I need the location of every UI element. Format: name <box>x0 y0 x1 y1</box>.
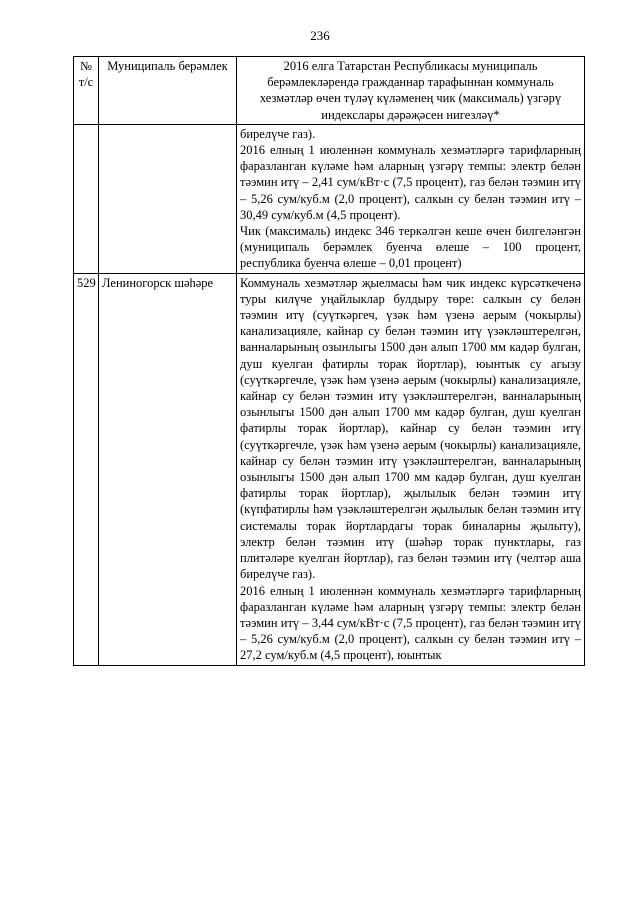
header-number: № т/с <box>74 57 99 125</box>
paragraph: 2016 елның 1 июленнән коммуналь хезмәтләргә тарифларның фаразланган күләме һәм аларның үзгәрү темпы: электр белән тәэмин итү – 3,44 сум/кВт·с (7,5 процент), газ белән тәэмин итү – 5,26 сум/куб.м (2,0 процент), салкын су белән тәэмин итү – 27,2 сум/куб.м (4,5 процент), юынтык <box>240 583 581 663</box>
paragraph: 2016 елның 1 июленнән коммуналь хезмәтләргә тарифларның фаразланган күләме һәм аларның үзгәрү темпы: электр белән тәэмин итү – 2,41 сум/кВт·с (7,5 процент), газ белән тәэмин итү – 5,26 сум/куб.м (2,0 процент), салкын су белән тәэмин итү – 30,49 сум/куб.м (4,5 процент). <box>240 143 581 222</box>
table-header-row <box>74 57 585 125</box>
header-description: 2016 елга Татарстан Республикасы муниципаль берәмлекләрендә гражданнар тарафыннан коммуналь хезмәтләр өчен түләү күләменең чик (максималь) үзгәрү индекслары дәрәҗәсен нигезләү* <box>237 57 585 125</box>
page-number: 236 <box>310 28 330 43</box>
row-description <box>237 124 585 273</box>
row-municipality <box>99 124 237 273</box>
row-number: 529 <box>74 273 99 665</box>
row-number <box>74 124 99 273</box>
row-municipality: Лениногорск шәһәре <box>99 273 237 665</box>
table-row <box>74 124 585 273</box>
row-description <box>237 273 585 665</box>
paragraph: бирелүче газ). <box>240 126 316 141</box>
tariff-index-table <box>73 56 585 666</box>
paragraph: Чик (максималь) индекс 346 теркәлгән кеше өчен билгеләнгән (муниципаль берәмлек буенча өлеше – 100 процент, республика буенча өлеше – 0,01 процент) <box>240 224 581 271</box>
table-row <box>74 273 585 665</box>
header-municipality: Муниципаль берәмлек <box>99 57 237 125</box>
paragraph: Коммуналь хезмәтләр җыелмасы һәм чик индекс күрсәткеченә туры килүче уңайлыклар булдыру төре: салкын су белән тәэмин итү (суүткәргеч, үзәк һәм үзенә аерым (чокырлы) канализацияле, кайнар су белән тәэмин итү үзәкләштерелгән, ванналарының озынлыгы 1500 дән алып 1700 мм кадәр булган, душ куелган фатирлы торак йортлар), юынтык су агызу (суүткәргечле, үзәк һәм үзенә аерым (чокырлы) канализацияле, кайнар су белән тәэмин итү үзәкләштерелгән, ванналарының озынлыгы 1500 дән алып 1700 мм кадәр булган, душ куелган фатирлы торак йортлар), кайнар су белән тәэмин итү (суүткәргечле, үзәк һәм үзенә аерым (чокырлы) канализацияле, кайнар су белән тәэмин итү үзәкләштерелгән, ванналарының озынлыгы 1500 дән алып 1700 мм кадәр булган, душ куелган фатирлы торак йортлар), җылылык белән тәэмин итү (күпфатирлы һәм үзәкләштерелгән җылылык белән тәэмин итү системалы торак йортлардагы торак биналарны җылыту), электр белән тәэмин итү (шәһәр торак пунктлары, газ плитәләре куелган йортлар), газ белән тәэмин итү (челтәр аша бирелүче газ). <box>240 275 581 582</box>
